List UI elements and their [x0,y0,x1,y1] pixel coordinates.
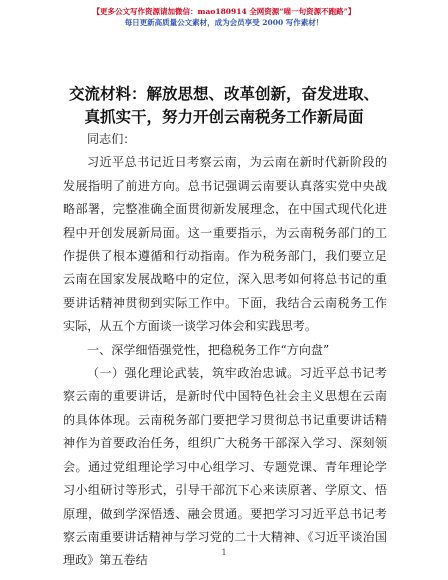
paragraph-intro: 习近平总书记近日考察云南，为云南在新时代新阶段的发展指明了前进方向。总书记强调云南要认真落实党中央战略部署，完整准确全面贯彻新发展理念，在中国式现代化进程中开创发展新局面。这一重要指示，为云南税务部门的工作提供了根本遵循和行动指南。作为税务部门，我们要立足云南在国家发展战略中的定位，深入思考如何将总书记的重要讲话精神贯彻到实际工作中。下面，我结合云南税务工作实际，从五个方面谈一谈学习体会和实践思考。 [63,155,387,334]
document-body [63,128,387,573]
page-number: 1 [221,548,227,557]
paragraph-section-1: （一）强化理论武装，筑牢政治忠诚。习近平总书记考察云南的重要讲话，是新时代中国特色社会主义思想在云南的具体体现。云南税务部门要把学习贯彻总书记重要讲话精神作为首要政治任务，组织广大税务干部深入学习、深刻领会。通过党组理论学习中心组学习、专题党课、青年理论学习小组研讨等形式，引导干部沉下心来读原著、学原文、悟原理，做到学深悟透、融会贯通。要把学习习近平总书记考察云南重要讲话精神与学习党的二十大精神、《习近平谈治国理政》第五卷结 [63,366,387,568]
greeting: 同志们： [87,132,136,146]
title-line-1: 交流材料：解放思想、改革创新，奋发进取、 [68,84,379,103]
document-title [40,82,408,128]
promo-banner [0,6,448,28]
section-heading-1: 一、深学细悟强党性，把稳税务工作“方向盘” [87,342,330,357]
promo-line-red: 【更多公文写作资源请加微信：mao180914 全网资源“喵一句资源不跑路”】 [92,7,356,16]
title-line-2: 真抓实干，努力开创云南税务工作新局面 [84,107,364,126]
promo-line-blue: 每日更新高质量公文素材，成为会员享受 2000 写作素材！ [124,18,324,27]
